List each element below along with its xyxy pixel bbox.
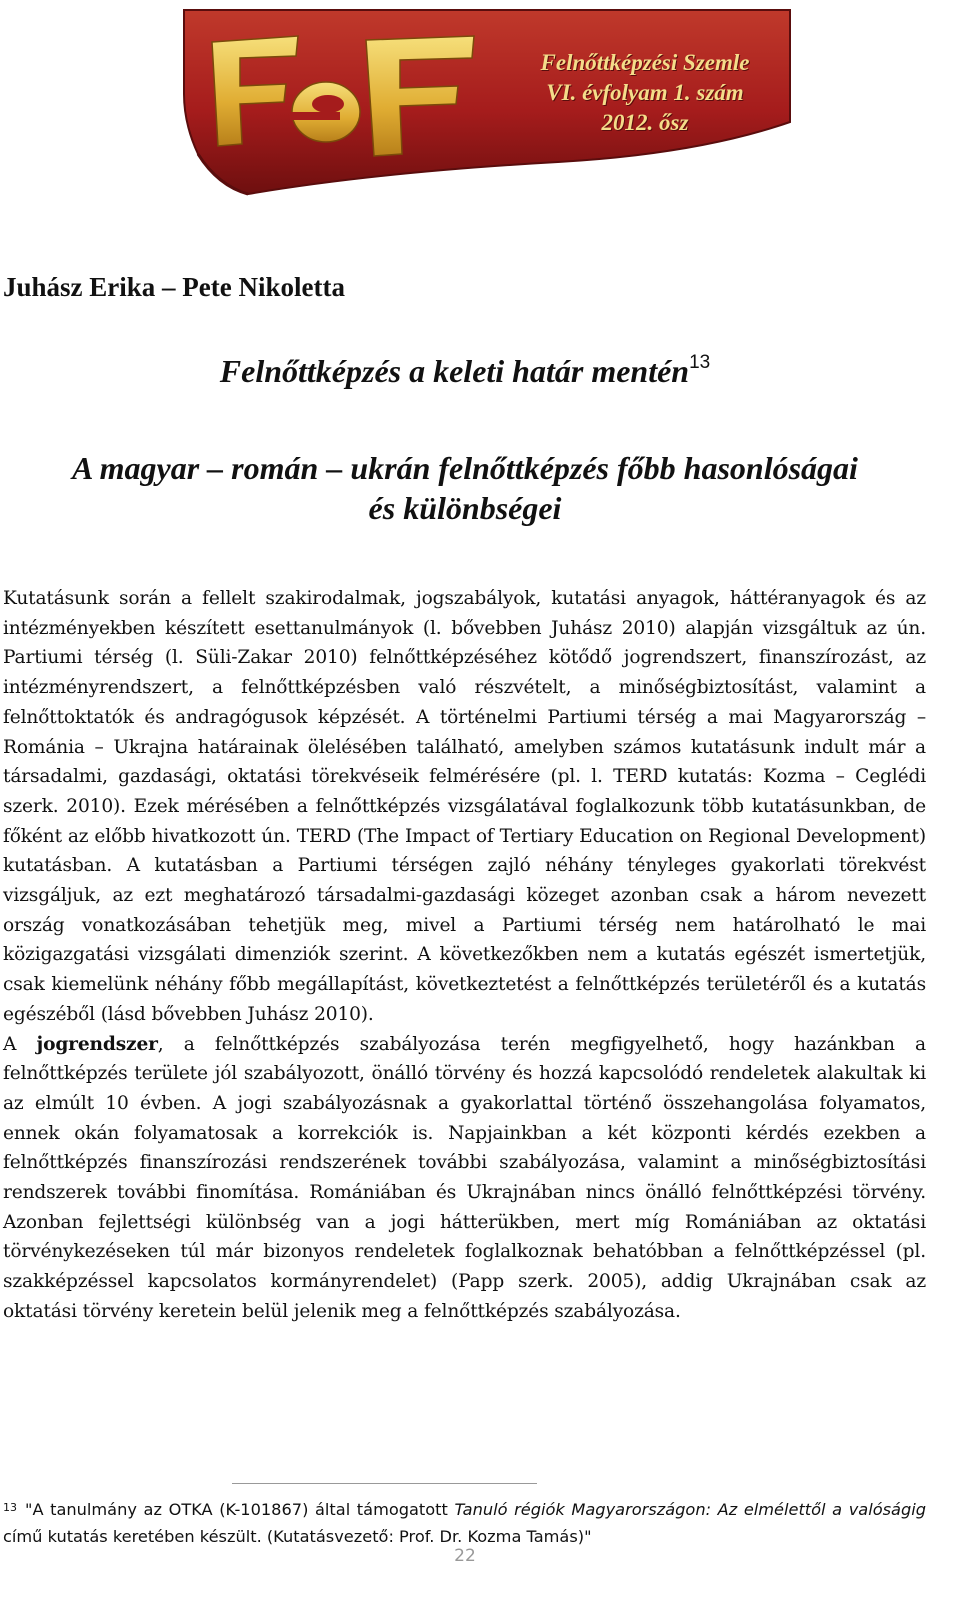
article-title xyxy=(0,352,930,390)
article-subtitle xyxy=(0,448,930,528)
journal-banner xyxy=(178,4,798,200)
title-footnote-mark[interactable]: 13 xyxy=(689,352,711,373)
paragraph-1: Kutatásunk során a fellelt szakirodalmak, jogszabályok, kutatási anyagok, háttéranyagok és az intézményekben készített esettanulmányok (l. bővebben Juhász 2010) alapján vizsgáltuk az ún. Partiumi térség (l. Süli-Zakar 2010) felnőttképzéséhez kötődő jogrendszert, finanszírozást, az intézményrendszert, a felnőttképzésben való részvételt, a minőségbiztosítást, valamint a felnőttoktatók és andragógusok képzését. A történelmi Partiumi térség a mai Magyarország – Románia – Ukrajna határainak ölelésében található, amelyben számos kutatásunk indult már a társadalmi, gazdasági, oktatási törekvéseik felmérésére (pl. l. TERD kutatás: Kozma – Ceglédi szerk. 2010). Ezek mérésében a felnőttképzés vizsgálatával foglalkozunk több kutatásunkban, de főként az előbb hivatkozott ún. TERD (The Impact of Tertiary Education on Regional Development) kutatásban. A kutatásban a Partiumi térségen zajló néhány tényleges gyakorlati törekvést vizsgáljuk, az ezt meghatározó társadalmi-gazdasági közeget azonban csak a három nevezett ország vonatkozásában tehetjük meg, mivel a Partiumi térség nem határolható le mai közigazgatási vizsgálati dimenziók szerint. A következőkben nem a kutatás egészét ismertetjük, csak kiemelünk néhány főbb megállapítást, következtetést a felnőttképzés területéről és a kutatás egészéből (lásd bővebben Juhász 2010). xyxy=(3,588,926,1025)
banner-volume: VI. évfolyam 1. szám xyxy=(546,80,744,105)
footnote-mark: 13 xyxy=(3,1501,17,1514)
footnote-text-italic: Tanuló régiók Magyarországon: Az elmélettől a valóságig xyxy=(454,1500,926,1519)
paragraph-2 xyxy=(3,1030,926,1327)
article-authors: Juhász Erika – Pete Nikoletta xyxy=(3,272,345,302)
subtitle-line-1: A magyar – román – ukrán felnőttképzés főbb hasonlóságai xyxy=(72,450,858,486)
footnote-text-before: "A tanulmány az OTKA (K-101867) által támogatott xyxy=(25,1500,455,1519)
banner-caption xyxy=(500,48,790,138)
page-number: 22 xyxy=(454,1546,476,1566)
article-body xyxy=(3,584,926,1327)
paragraph-2-bold-term: jogrendszer xyxy=(36,1033,158,1055)
subtitle-line-2: és különbségei xyxy=(368,490,562,526)
paragraph-2-text: , a felnőttképzés szabályozása terén megfigyelhető, hogy hazánkban a felnőttképzés területe jól szabályozott, önálló törvény és hozzá kapcsolódó rendeletek alakultak ki az elmúlt 10 évben. A jogi szabályozásnak a gyakorlattal történő összehangolása folyamatos, ennek okán folyamatosak a korrekciók is. Napjainkban a két központi kérdés ezekben a felnőttképzés finanszírozási rendszerének további szabályozása, valamint a minőségbiztosítási rendszerek további finomítása. Romániában és Ukrajnában nincs önálló felnőttképzési törvény. Azonban fejlettségi különbség van a jogi hátterükben, mert míg Romániában az oktatási törvénykezéseken túl már bizonyos rendeletek foglalkoznak behatóbban a felnőttképzéssel (pl. szakképzéssel kapcsolatos kormányrendelet) (Papp szerk. 2005), addig Ukrajnában csak az oktatási törvény keretein belül jelenik meg a felnőttképzés szabályozása. xyxy=(3,1033,926,1322)
banner-season: 2012. ősz xyxy=(601,110,689,135)
banner-journal-name: Felnőttképzési Szemle xyxy=(540,50,750,75)
footnote-separator xyxy=(232,1483,537,1484)
article-title-text: Felnőttképzés a keleti határ mentén xyxy=(219,353,690,389)
paragraph-2-prefix: A xyxy=(3,1033,37,1055)
footnote-text-after: című kutatás keretében készült. (Kutatásvezető: Prof. Dr. Kozma Tamás)" xyxy=(3,1527,592,1546)
footnote xyxy=(3,1494,926,1550)
